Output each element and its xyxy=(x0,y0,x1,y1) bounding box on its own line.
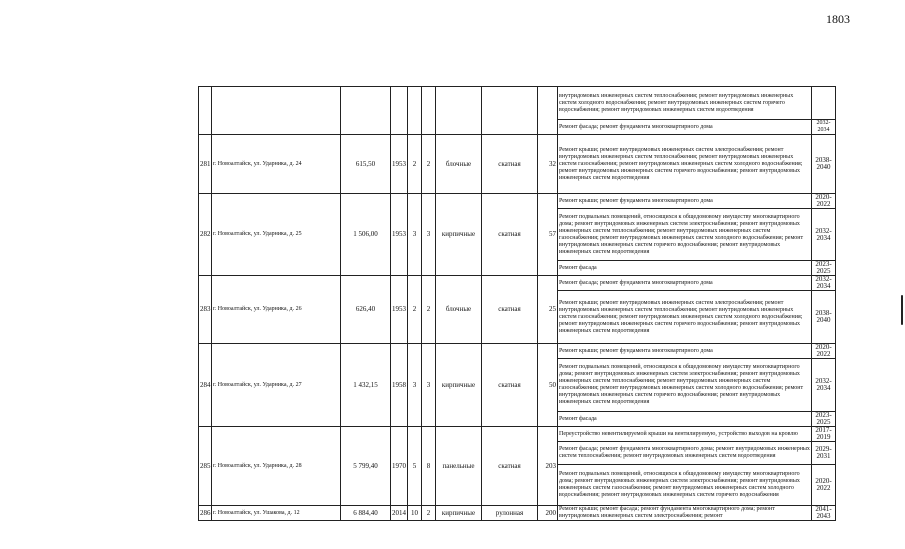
cell-address: г. Новоалтайск, ул. Ударника, д. 27 xyxy=(212,344,341,427)
cell-area xyxy=(341,87,391,135)
cell-num: 281 xyxy=(199,135,212,194)
cell-entrances: 2 xyxy=(422,276,436,344)
cell-roof: скатная xyxy=(482,276,538,344)
cell-period: 2032-2034 xyxy=(812,120,836,135)
cell-address: г. Новоалтайск, ул. Ударника, д. 26 xyxy=(212,276,341,344)
cell-floors: 3 xyxy=(408,344,422,427)
cell-roof: рулонная xyxy=(482,506,538,521)
cell-count: 203 xyxy=(538,427,558,506)
cell-period: 2020-2022 xyxy=(812,344,836,359)
cell-address: г. Новоалтайск, ул. Ушакова, д. 12 xyxy=(212,506,341,521)
cell-entrances: 3 xyxy=(422,344,436,427)
cell-area: 5 799,40 xyxy=(341,427,391,506)
cell-walls: кирпичные xyxy=(436,506,482,521)
page-number: 1803 xyxy=(826,12,850,26)
cell-period: 2020-2022 xyxy=(812,194,836,209)
cell-period: 2041-2043 xyxy=(812,506,836,521)
cell-period xyxy=(812,87,836,120)
cell-num: 284 xyxy=(199,344,212,427)
table-row xyxy=(199,427,836,442)
cell-entrances: 3 xyxy=(422,194,436,276)
cell-num xyxy=(199,87,212,135)
cell-count: 57 xyxy=(538,194,558,276)
cell-period: 2032-2034 xyxy=(812,276,836,291)
cell-period: 2038-2040 xyxy=(812,291,836,344)
cell-works: Ремонт крыши; ремонт внутридомовых инженерных систем электроснабжения; ремонт внутридомовых инженерных систем теплоснабжения; ремонт внутридомовых инженерных систем газоснабжения; ремонт внутридомовых инженерных систем холодного водоснабжения; ремонт внутридомовых инженерных систем горячего водоснабжения; ремонт внутридомовых инженерных систем водоотведения xyxy=(558,291,812,344)
table-row xyxy=(199,87,836,120)
cell-count: 200 xyxy=(538,506,558,521)
cell-period: 2023-2025 xyxy=(812,412,836,427)
cell-address: г. Новоалтайск, ул. Ударника, д. 25 xyxy=(212,194,341,276)
cell-floors: 2 xyxy=(408,276,422,344)
cell-roof xyxy=(482,87,538,135)
cell-walls xyxy=(436,87,482,135)
cell-count xyxy=(538,87,558,135)
cell-floors: 2 xyxy=(408,135,422,194)
cell-num: 285 xyxy=(199,427,212,506)
cell-floors: 3 xyxy=(408,194,422,276)
table-row xyxy=(199,135,836,194)
table-row xyxy=(199,344,836,359)
cell-walls: блочные xyxy=(436,135,482,194)
cell-year: 1970 xyxy=(391,427,408,506)
cell-roof: скатная xyxy=(482,135,538,194)
cell-period: 2029-2031 xyxy=(812,442,836,465)
cell-walls: блочные xyxy=(436,276,482,344)
cell-period: 2032-2034 xyxy=(812,209,836,261)
cell-area: 626,40 xyxy=(341,276,391,344)
cell-period: 2017-2019 xyxy=(812,427,836,442)
cell-year: 1953 xyxy=(391,135,408,194)
cell-works: Ремонт крыши; ремонт фундамента многоквартирного дома xyxy=(558,344,812,359)
table-row xyxy=(199,276,836,291)
cell-walls: панельные xyxy=(436,427,482,506)
scan-edge-mark xyxy=(901,295,903,325)
cell-count: 50 xyxy=(538,344,558,427)
cell-works: Переустройство невентилируемой крыши на вентилируемую, устройство выходов на кровлю xyxy=(558,427,812,442)
cell-entrances: 8 xyxy=(422,427,436,506)
cell-count: 32 xyxy=(538,135,558,194)
cell-floors: 10 xyxy=(408,506,422,521)
cell-period: 2032-2034 xyxy=(812,359,836,412)
cell-area: 6 884,40 xyxy=(341,506,391,521)
table-row xyxy=(199,194,836,209)
cell-roof: скатная xyxy=(482,427,538,506)
cell-address: г. Новоалтайск, ул. Ударника, д. 28 xyxy=(212,427,341,506)
cell-entrances: 2 xyxy=(422,506,436,521)
cell-area: 1 506,00 xyxy=(341,194,391,276)
cell-works: Ремонт фасада xyxy=(558,261,812,276)
cell-year: 2014 xyxy=(391,506,408,521)
cell-period: 2023-2025 xyxy=(812,261,836,276)
cell-period: 2020-2022 xyxy=(812,465,836,506)
cell-area: 615,50 xyxy=(341,135,391,194)
capital-repair-table xyxy=(198,86,836,521)
cell-year: 1953 xyxy=(391,276,408,344)
cell-num: 286 xyxy=(199,506,212,521)
cell-works: Ремонт фасада xyxy=(558,412,812,427)
cell-entrances xyxy=(422,87,436,135)
cell-year xyxy=(391,87,408,135)
cell-address xyxy=(212,87,341,135)
cell-count: 25 xyxy=(538,276,558,344)
cell-works: Ремонт подвальных помещений, относящихся к общедомовому имуществу многоквартирного дома; ремонт внутридомовых инженерных систем электроснабжения; ремонт внутридомовых инженерных систем теплоснабжения; ремонт внутридомовых инженерных систем газоснабжения; ремонт внутридомовых инженерных систем холодного водоснабжения; ремонт внутридомовых инженерных систем горячего водоснабжения; ремонт внутридомовых инженерных систем водоотведения xyxy=(558,359,812,412)
cell-period: 2038-2040 xyxy=(812,135,836,194)
cell-works: Ремонт фасада; ремонт фундамента многоквартирного дома; ремонт внутридомовых инженерных систем теплоснабжения; ремонт внутридомовых инженерных систем водоотведения xyxy=(558,442,812,465)
cell-works: Ремонт фасада; ремонт фундамента многоквартирного дома xyxy=(558,120,812,135)
cell-roof: скатная xyxy=(482,194,538,276)
cell-works: Ремонт крыши; ремонт фундамента многоквартирного дома xyxy=(558,194,812,209)
cell-num: 283 xyxy=(199,276,212,344)
cell-year: 1958 xyxy=(391,344,408,427)
cell-works: Ремонт подвальных помещений, относящихся к общедомовому имуществу многоквартирного дома; ремонт внутридомовых инженерных систем электроснабжения; ремонт внутридомовых инженерных систем газоснабжения; ремонт внутридомовых инженерных систем холодного водоснабжения; ремонт внутридомовых инженерных систем горячего водоснабжения xyxy=(558,465,812,506)
cell-works: Ремонт крыши; ремонт фасада; ремонт фундамента многоквартирного дома; ремонт внутридомовых инженерных систем электроснабжения; ремонт xyxy=(558,506,812,521)
cell-num: 282 xyxy=(199,194,212,276)
cell-walls: кирпичные xyxy=(436,344,482,427)
cell-works: Ремонт подвальных помещений, относящихся к общедомовому имуществу многоквартирного дома; ремонт внутридомовых инженерных систем электроснабжения; ремонт внутридомовых инженерных систем теплоснабжения; ремонт внутридомовых инженерных систем газоснабжения; ремонт внутридомовых инженерных систем холодного водоснабжения; ремонт внутридомовых инженерных систем горячего водоснабжения; ремонт внутридомовых инженерных систем водоотведения xyxy=(558,209,812,261)
cell-roof: скатная xyxy=(482,344,538,427)
cell-works: внутридомовых инженерных систем теплоснабжения; ремонт внутридомовых инженерных систем холодного водоснабжения; ремонт внутридомовых инженерных систем горячего водоснабжения; ремонт внутридомовых инженерных систем водоотведения xyxy=(558,87,812,120)
cell-address: г. Новоалтайск, ул. Ударника, д. 24 xyxy=(212,135,341,194)
cell-entrances: 2 xyxy=(422,135,436,194)
table-row xyxy=(199,506,836,521)
cell-year: 1953 xyxy=(391,194,408,276)
cell-walls: кирпичные xyxy=(436,194,482,276)
cell-floors xyxy=(408,87,422,135)
cell-works: Ремонт крыши; ремонт внутридомовых инженерных систем электроснабжения; ремонт внутридомовых инженерных систем теплоснабжения; ремонт внутридомовых инженерных систем газоснабжения; ремонт внутридомовых инженерных систем холодного водоснабжения; ремонт внутридомовых инженерных систем горячего водоснабжения; ремонт внутридомовых инженерных систем водоотведения xyxy=(558,135,812,194)
cell-works: Ремонт фасада; ремонт фундамента многоквартирного дома xyxy=(558,276,812,291)
cell-area: 1 432,15 xyxy=(341,344,391,427)
cell-floors: 5 xyxy=(408,427,422,506)
